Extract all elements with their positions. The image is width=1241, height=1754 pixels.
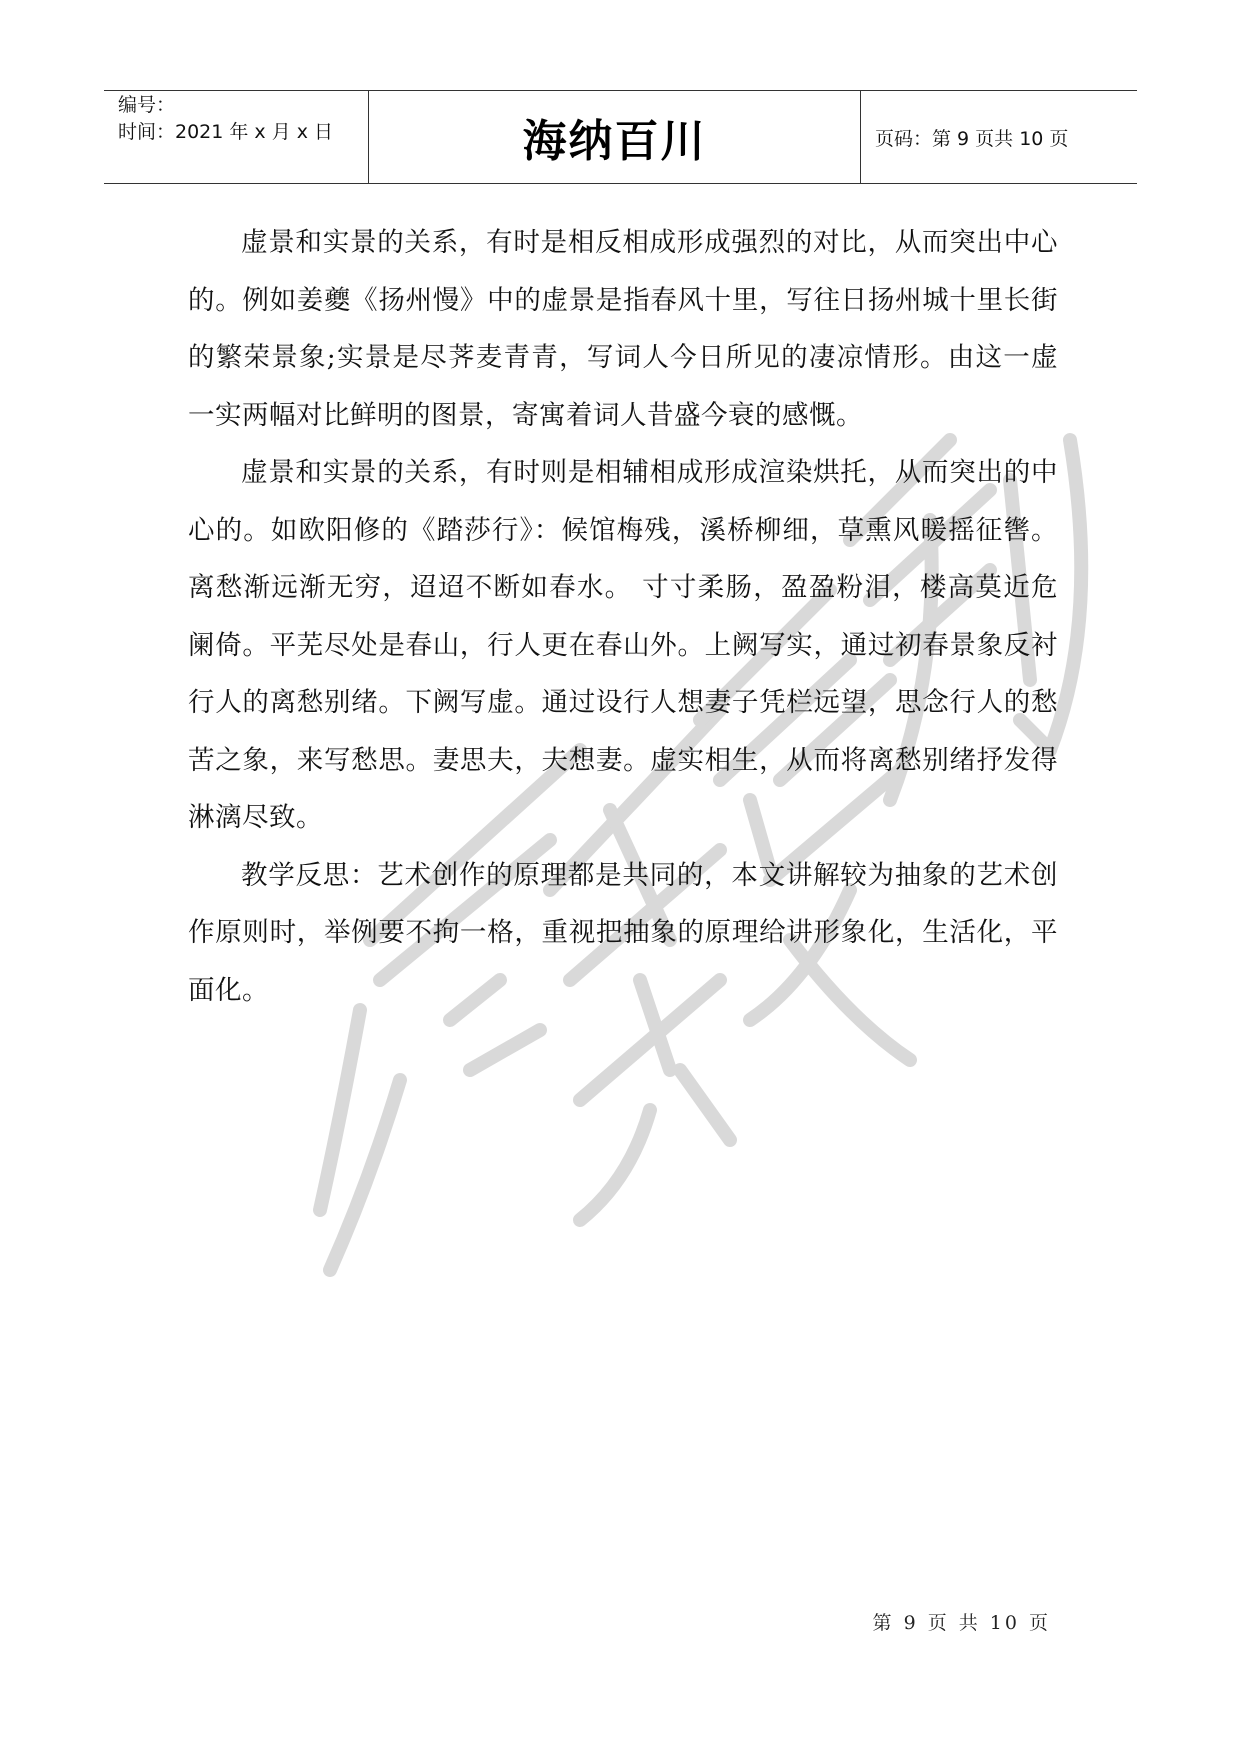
article-body (188, 214, 1058, 1019)
document-time-label: 时间：2021 年 x 月 x 日 (118, 121, 334, 143)
header-page-cell (861, 91, 1137, 183)
paragraph: 虚景和实景的关系，有时则是相辅相成形成渲染烘托，从而突出的中心的。如欧阳修的《踏莎行》：候馆梅残，溪桥柳细，草熏风暖摇征辔。离愁渐远渐无穷，迢迢不断如春水。 寸寸柔肠，盈盈粉泪，楼高莫近危阑倚。平芜尽处是春山，行人更在春山外。上阙写实，通过初春景象反衬行人的离愁别绪。下阙写虚。通过设行人想妻子凭栏远望，思念行人的愁苦之象，来写愁思。妻思夫，夫想妻。虚实相生，从而将离愁别绪抒发得淋漓尽致。 (188, 457, 1058, 833)
page-header (104, 90, 1137, 184)
paragraph: 虚景和实景的关系，有时是相反相成形成强烈的对比，从而突出中心的。例如姜夔《扬州慢》中的虚景是指春风十里，写往日扬州城十里长街的繁荣景象;实景是尽荠麦青青，写词人今日所见的凄凉情形。由这一虚一实两幅对比鲜明的图景，寄寓着词人昔盛今衰的感慨。 (188, 227, 1058, 431)
header-brand-cell (369, 91, 861, 183)
paragraph: 教学反思：艺术创作的原理都是共同的，本文讲解较为抽象的艺术创作原则时，举例要不拘一格，重视把抽象的原理给讲形象化，生活化，平面化。 (188, 859, 1058, 1006)
document-number-label: 编号： (118, 94, 176, 116)
brand-title: 海纳百川 (522, 116, 707, 167)
header-page-number: 页码：第 9 页共 10 页 (875, 127, 1069, 150)
page-footer-number: 第 9 页 共 10 页 (872, 1612, 1051, 1634)
header-meta (104, 91, 369, 183)
